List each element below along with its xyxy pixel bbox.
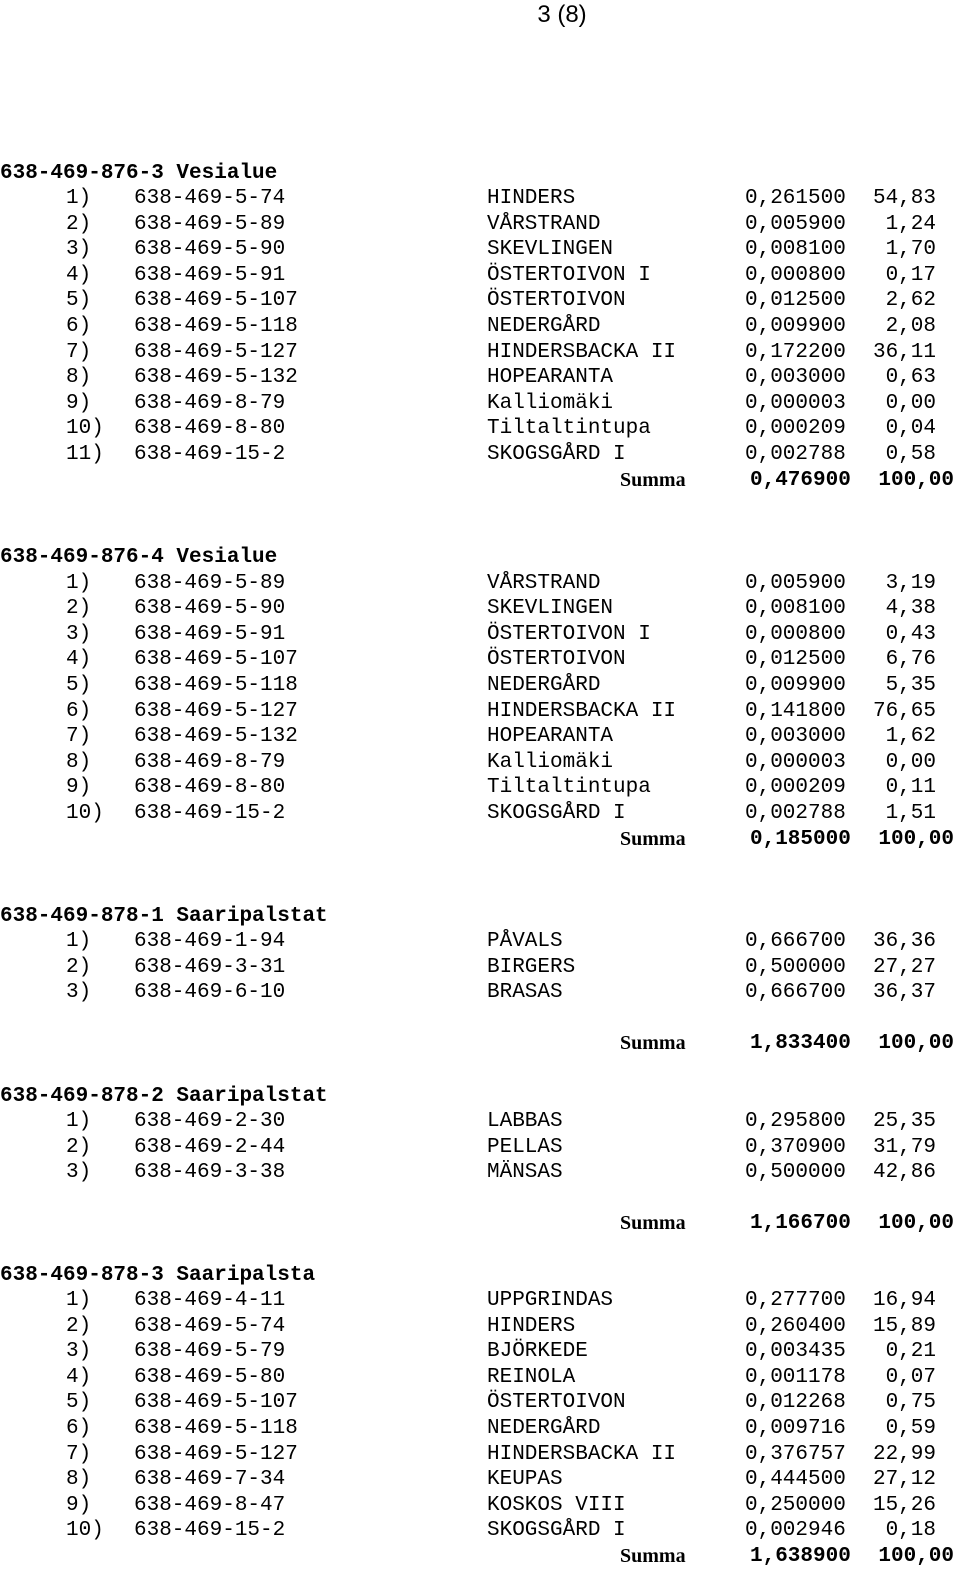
share-value: 0,005900 xyxy=(745,571,846,595)
row-number: 2) xyxy=(66,212,92,236)
property-name: NEDERGÅRD xyxy=(487,315,601,339)
table-row xyxy=(0,1314,960,1340)
property-name: HINDERS xyxy=(487,187,576,211)
summa-row xyxy=(0,468,960,494)
percent-value: 0,17 xyxy=(885,263,936,287)
row-number: 7) xyxy=(66,1442,92,1466)
property-id: 638-469-8-80 xyxy=(134,776,286,800)
share-value: 0,260400 xyxy=(745,1314,846,1338)
property-id: 638-469-5-132 xyxy=(134,725,298,749)
property-id: 638-469-5-132 xyxy=(134,366,298,390)
share-value: 0,009900 xyxy=(745,315,846,339)
section-heading: 638-469-878-3 Saaripalsta xyxy=(0,1263,316,1287)
table-row xyxy=(0,237,960,263)
property-name: Tiltaltintupa xyxy=(487,776,651,800)
property-id: 638-469-5-118 xyxy=(134,673,298,697)
summa-row xyxy=(0,1544,960,1570)
table-row xyxy=(0,980,960,1006)
table-row xyxy=(0,1442,960,1468)
summa-share: 1,833400 xyxy=(750,1032,851,1056)
table-row xyxy=(0,186,960,212)
property-id: 638-469-5-90 xyxy=(134,238,286,262)
property-name: SKOGSGÅRD I xyxy=(487,1519,626,1543)
row-number: 9) xyxy=(66,1493,92,1517)
property-name: SKOGSGÅRD I xyxy=(487,443,626,467)
table-row xyxy=(0,263,960,289)
share-value: 0,261500 xyxy=(745,187,846,211)
property-id: 638-469-2-44 xyxy=(134,1135,286,1159)
property-name: NEDERGÅRD xyxy=(487,673,601,697)
table-row xyxy=(0,955,960,981)
share-value: 0,000209 xyxy=(745,417,846,441)
table-row xyxy=(0,673,960,699)
percent-value: 22,99 xyxy=(872,1442,936,1466)
table-row xyxy=(0,442,960,468)
share-value: 0,000003 xyxy=(745,750,846,774)
table-row xyxy=(0,1518,960,1544)
share-value: 0,003000 xyxy=(745,725,846,749)
property-id: 638-469-8-79 xyxy=(134,391,286,415)
share-value: 0,005900 xyxy=(745,212,846,236)
row-number: 1) xyxy=(66,187,92,211)
percent-value: 0,58 xyxy=(885,443,936,467)
row-number: 8) xyxy=(66,366,92,390)
share-value: 0,277700 xyxy=(745,1289,846,1313)
property-name: LABBAS xyxy=(487,1110,563,1134)
property-id: 638-469-5-91 xyxy=(134,263,286,287)
table-row xyxy=(0,775,960,801)
property-name: ÖSTERTOIVON I xyxy=(487,263,651,287)
section-heading: 638-469-878-1 Saaripalstat xyxy=(0,904,328,928)
property-name: HOPEARANTA xyxy=(487,366,614,390)
percent-value: 15,89 xyxy=(872,1314,936,1338)
percent-value: 31,79 xyxy=(872,1135,936,1159)
share-value: 0,000003 xyxy=(745,391,846,415)
row-number: 3) xyxy=(66,1161,92,1185)
property-id: 638-469-5-127 xyxy=(134,340,298,364)
property-name: NEDERGÅRD xyxy=(487,1417,601,1441)
property-name: Kalliomäki xyxy=(487,391,614,415)
property-name: HOPEARANTA xyxy=(487,725,614,749)
row-number: 10) xyxy=(66,1519,104,1543)
row-number: 1) xyxy=(66,1289,92,1313)
property-name: MÄNSAS xyxy=(487,1161,563,1185)
property-name: KOSKOS VIII xyxy=(487,1493,626,1517)
summa-share: 1,638900 xyxy=(750,1545,851,1569)
summa-share: 0,476900 xyxy=(750,468,851,492)
percent-value: 54,83 xyxy=(872,187,936,211)
blank-line xyxy=(0,1006,960,1032)
percent-value: 0,43 xyxy=(885,622,936,646)
summa-label: Summa xyxy=(620,468,686,491)
property-id: 638-469-5-107 xyxy=(134,648,298,672)
property-name: ÖSTERTOIVON xyxy=(487,648,626,672)
percent-value: 3,19 xyxy=(885,571,936,595)
summa-label: Summa xyxy=(620,827,686,850)
property-id: 638-469-5-118 xyxy=(134,315,298,339)
table-row xyxy=(0,724,960,750)
share-value: 0,666700 xyxy=(745,930,846,954)
summa-label: Summa xyxy=(620,1545,686,1568)
row-number: 11) xyxy=(66,443,104,467)
row-number: 4) xyxy=(66,263,92,287)
row-number: 4) xyxy=(66,648,92,672)
parcel-section xyxy=(0,1263,960,1570)
property-id: 638-469-5-74 xyxy=(134,187,286,211)
percent-value: 42,86 xyxy=(872,1161,936,1185)
percent-value: 36,11 xyxy=(872,340,936,364)
percent-value: 0,04 xyxy=(885,417,936,441)
share-value: 0,444500 xyxy=(745,1468,846,1492)
property-id: 638-469-5-91 xyxy=(134,622,286,646)
property-id: 638-469-5-89 xyxy=(134,212,286,236)
property-name: BIRGERS xyxy=(487,955,576,979)
percent-value: 1,51 xyxy=(885,801,936,825)
property-id: 638-469-15-2 xyxy=(134,801,286,825)
table-row xyxy=(0,288,960,314)
page-number: 3 (8) xyxy=(537,1,587,28)
row-number: 10) xyxy=(66,417,104,441)
row-number: 6) xyxy=(66,1417,92,1441)
property-id: 638-469-8-79 xyxy=(134,750,286,774)
row-number: 6) xyxy=(66,315,92,339)
row-number: 8) xyxy=(66,1468,92,1492)
row-number: 1) xyxy=(66,930,92,954)
share-value: 0,295800 xyxy=(745,1110,846,1134)
property-name: BJÖRKEDE xyxy=(487,1340,588,1364)
property-id: 638-469-8-47 xyxy=(134,1493,286,1517)
share-value: 0,009900 xyxy=(745,673,846,697)
summa-share: 0,185000 xyxy=(750,827,851,851)
share-value: 0,012268 xyxy=(745,1391,846,1415)
percent-value: 1,62 xyxy=(885,725,936,749)
summa-label: Summa xyxy=(620,1212,686,1235)
property-name: HINDERSBACKA II xyxy=(487,340,677,364)
share-value: 0,000209 xyxy=(745,776,846,800)
row-number: 2) xyxy=(66,1135,92,1159)
share-value: 0,008100 xyxy=(745,238,846,262)
percent-value: 0,00 xyxy=(885,391,936,415)
property-id: 638-469-1-94 xyxy=(134,930,286,954)
property-name: Tiltaltintupa xyxy=(487,417,651,441)
summa-percent: 100,00 xyxy=(878,1545,954,1569)
property-id: 638-469-7-34 xyxy=(134,1468,286,1492)
summa-share: 1,166700 xyxy=(750,1212,851,1236)
section-heading: 638-469-876-3 Vesialue xyxy=(0,161,278,185)
table-row xyxy=(0,1467,960,1493)
property-id: 638-469-5-118 xyxy=(134,1417,298,1441)
table-row xyxy=(0,596,960,622)
property-name: HINDERSBACKA II xyxy=(487,699,677,723)
property-name: VÅRSTRAND xyxy=(487,571,601,595)
table-row xyxy=(0,340,960,366)
row-number: 1) xyxy=(66,1110,92,1134)
property-name: HINDERSBACKA II xyxy=(487,1442,677,1466)
percent-value: 6,76 xyxy=(885,648,936,672)
property-name: UPPGRINDAS xyxy=(487,1289,614,1313)
row-number: 9) xyxy=(66,776,92,800)
row-number: 5) xyxy=(66,673,92,697)
property-name: PELLAS xyxy=(487,1135,563,1159)
table-row xyxy=(0,929,960,955)
property-id: 638-469-5-107 xyxy=(134,1391,298,1415)
share-value: 0,003000 xyxy=(745,366,846,390)
table-row xyxy=(0,212,960,238)
property-name: HINDERS xyxy=(487,1314,576,1338)
table-row xyxy=(0,1365,960,1391)
percent-value: 2,62 xyxy=(885,289,936,313)
table-row xyxy=(0,647,960,673)
table-row xyxy=(0,622,960,648)
property-id: 638-469-5-127 xyxy=(134,699,298,723)
property-id: 638-469-5-80 xyxy=(134,1365,286,1389)
share-value: 0,009716 xyxy=(745,1417,846,1441)
percent-value: 2,08 xyxy=(885,315,936,339)
row-number: 2) xyxy=(66,597,92,621)
share-value: 0,001178 xyxy=(745,1365,846,1389)
percent-value: 25,35 xyxy=(872,1110,936,1134)
share-value: 0,002788 xyxy=(745,801,846,825)
percent-value: 1,24 xyxy=(885,212,936,236)
percent-value: 27,27 xyxy=(872,955,936,979)
summa-row xyxy=(0,1211,960,1237)
table-row xyxy=(0,365,960,391)
property-id: 638-469-5-79 xyxy=(134,1340,286,1364)
summa-percent: 100,00 xyxy=(878,1212,954,1236)
section-heading: 638-469-876-4 Vesialue xyxy=(0,546,278,569)
row-number: 7) xyxy=(66,340,92,364)
share-value: 0,000800 xyxy=(745,263,846,287)
table-row xyxy=(0,1493,960,1519)
row-number: 5) xyxy=(66,289,92,313)
table-row xyxy=(0,750,960,776)
property-name: ÖSTERTOIVON xyxy=(487,289,626,313)
property-name: SKEVLINGEN xyxy=(487,238,614,262)
table-row xyxy=(0,571,960,597)
table-row xyxy=(0,1160,960,1186)
summa-row xyxy=(0,1031,960,1057)
property-id: 638-469-15-2 xyxy=(134,1519,286,1543)
table-row xyxy=(0,801,960,827)
property-name: KEUPAS xyxy=(487,1468,563,1492)
share-value: 0,376757 xyxy=(745,1442,846,1466)
property-id: 638-469-5-90 xyxy=(134,597,286,621)
share-value: 0,012500 xyxy=(745,648,846,672)
percent-value: 27,12 xyxy=(872,1468,936,1492)
share-value: 0,008100 xyxy=(745,597,846,621)
property-id: 638-469-2-30 xyxy=(134,1110,286,1134)
percent-value: 36,37 xyxy=(872,981,936,1005)
property-id: 638-469-6-10 xyxy=(134,981,286,1005)
share-value: 0,250000 xyxy=(745,1493,846,1517)
property-name: SKOGSGÅRD I xyxy=(487,801,626,825)
parcel-section xyxy=(0,1084,960,1238)
percent-value: 5,35 xyxy=(885,673,936,697)
table-row xyxy=(0,1339,960,1365)
row-number: 5) xyxy=(66,1391,92,1415)
share-value: 0,003435 xyxy=(745,1340,846,1364)
summa-label: Summa xyxy=(620,1032,686,1055)
table-row xyxy=(0,314,960,340)
row-number: 3) xyxy=(66,238,92,262)
share-value: 0,500000 xyxy=(745,955,846,979)
row-number: 9) xyxy=(66,391,92,415)
row-number: 10) xyxy=(66,801,104,825)
table-row xyxy=(0,1109,960,1135)
share-value: 0,500000 xyxy=(745,1161,846,1185)
share-value: 0,666700 xyxy=(745,981,846,1005)
row-number: 3) xyxy=(66,1340,92,1364)
table-row xyxy=(0,699,960,725)
percent-value: 15,26 xyxy=(872,1493,936,1517)
percent-value: 0,21 xyxy=(885,1340,936,1364)
share-value: 0,012500 xyxy=(745,289,846,313)
property-id: 638-469-5-89 xyxy=(134,571,286,595)
table-row xyxy=(0,1135,960,1161)
table-row xyxy=(0,1390,960,1416)
property-name: SKEVLINGEN xyxy=(487,597,614,621)
share-value: 0,141800 xyxy=(745,699,846,723)
row-number: 7) xyxy=(66,725,92,749)
blank-line xyxy=(0,1186,960,1212)
share-value: 0,370900 xyxy=(745,1135,846,1159)
table-row xyxy=(0,1288,960,1314)
property-id: 638-469-5-127 xyxy=(134,1442,298,1466)
row-number: 2) xyxy=(66,1314,92,1338)
table-row xyxy=(0,391,960,417)
row-number: 3) xyxy=(66,622,92,646)
property-name: ÖSTERTOIVON I xyxy=(487,622,651,646)
property-name: Kalliomäki xyxy=(487,750,614,774)
percent-value: 1,70 xyxy=(885,238,936,262)
share-value: 0,002946 xyxy=(745,1519,846,1543)
section-heading: 638-469-878-2 Saaripalstat xyxy=(0,1084,328,1108)
percent-value: 36,36 xyxy=(872,930,936,954)
property-id: 638-469-3-38 xyxy=(134,1161,286,1185)
summa-percent: 100,00 xyxy=(878,1032,954,1056)
row-number: 8) xyxy=(66,750,92,774)
table-row xyxy=(0,1416,960,1442)
percent-value: 0,07 xyxy=(885,1365,936,1389)
property-id: 638-469-5-107 xyxy=(134,289,298,313)
property-id: 638-469-15-2 xyxy=(134,443,286,467)
parcel-section xyxy=(0,904,960,1058)
percent-value: 0,75 xyxy=(885,1391,936,1415)
share-value: 0,172200 xyxy=(745,340,846,364)
percent-value: 0,18 xyxy=(885,1519,936,1543)
property-id: 638-469-5-74 xyxy=(134,1314,286,1338)
share-value: 0,000800 xyxy=(745,622,846,646)
summa-percent: 100,00 xyxy=(878,468,954,492)
percent-value: 16,94 xyxy=(872,1289,936,1313)
summa-row xyxy=(0,827,960,853)
percent-value: 0,63 xyxy=(885,366,936,390)
row-number: 6) xyxy=(66,699,92,723)
property-name: PÅVALS xyxy=(487,930,563,954)
row-number: 3) xyxy=(66,981,92,1005)
percent-value: 0,59 xyxy=(885,1417,936,1441)
summa-percent: 100,00 xyxy=(878,827,954,851)
parcel-section xyxy=(0,545,960,852)
property-name: VÅRSTRAND xyxy=(487,212,601,236)
parcel-section xyxy=(0,161,960,494)
property-id: 638-469-8-80 xyxy=(134,417,286,441)
table-row xyxy=(0,416,960,442)
row-number: 2) xyxy=(66,955,92,979)
row-number: 4) xyxy=(66,1365,92,1389)
property-name: REINOLA xyxy=(487,1365,576,1389)
property-id: 638-469-4-11 xyxy=(134,1289,286,1313)
percent-value: 76,65 xyxy=(872,699,936,723)
share-value: 0,002788 xyxy=(745,443,846,467)
percent-value: 0,11 xyxy=(885,776,936,800)
property-name: BRASAS xyxy=(487,981,563,1005)
percent-value: 0,00 xyxy=(885,750,936,774)
row-number: 1) xyxy=(66,571,92,595)
property-id: 638-469-3-31 xyxy=(134,955,286,979)
percent-value: 4,38 xyxy=(885,597,936,621)
property-name: ÖSTERTOIVON xyxy=(487,1391,626,1415)
